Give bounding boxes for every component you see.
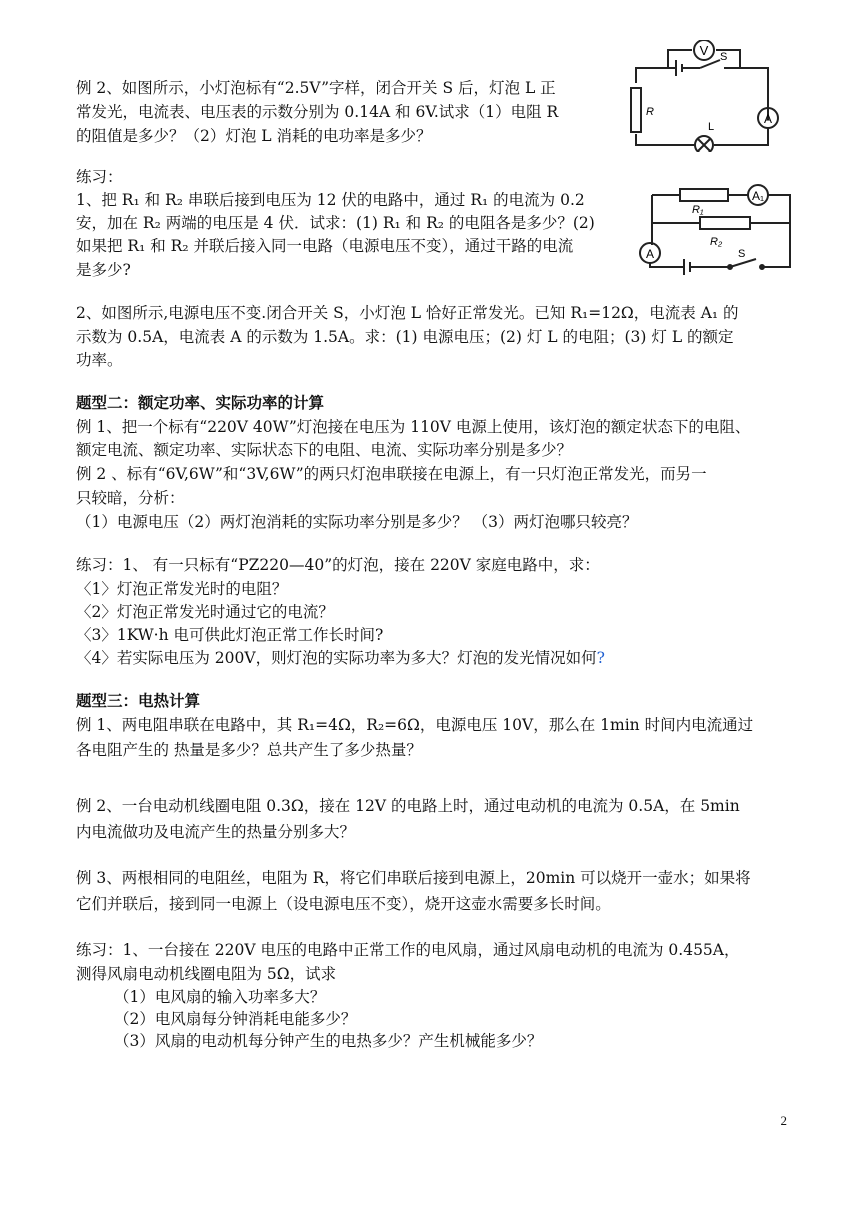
page-number: 2 — [780, 1113, 787, 1128]
text-line: 如果把 R₁ 和 R₂ 并联后接入同一电路（电源电压不变），通过干路的电流 — [76, 237, 574, 255]
text-line: 示数为 0.5A，电流表 A 的示数为 1.5A。求：(1) 电源电压；(2) 灯 L 的电阻；(3) 灯 L 的额定 — [76, 328, 734, 346]
resistor-label: R — [646, 106, 654, 118]
ammeter-label: A — [763, 112, 773, 126]
text-line: 练习：1、一台接在 220V 电压的电路中正常工作的电风扇，通过风扇电动机的电流为 0.455A， — [76, 941, 740, 959]
ammeter-a1-label: A₁ — [751, 189, 765, 203]
text-line — [76, 647, 605, 669]
text-line: 功率。 — [76, 351, 123, 369]
text-line: 内电流做功及电流产生的热量分别多大？ — [76, 823, 356, 841]
circuit-diagram-1 — [628, 40, 798, 152]
voltmeter-label: V — [699, 43, 709, 58]
text-line: 练习：1、 有一只标有“PZ220—40”的灯泡，接在 220V 家庭电路中，求： — [76, 556, 600, 574]
circuit-diagram-2 — [630, 183, 798, 275]
text-line: 〈3〉1KW·h 电可供此灯泡正常工作长时间? — [76, 626, 384, 644]
text-line: 是多少? — [76, 261, 131, 279]
r2-label: R₂ — [710, 236, 723, 248]
section-heading: 题型二：额定功率、实际功率的计算 — [76, 393, 325, 412]
text-line: 安，加在 R₂ 两端的电压是 4 伏．试求：(1) R₁ 和 R₂ 的电阻各是多少？(2) — [76, 214, 595, 232]
lamp-label: L — [708, 121, 715, 133]
text-line: 〈1〉灯泡正常发光时的电阻？ — [76, 580, 288, 598]
text-line: （1）电源电压（2）两灯泡消耗的实际功率分别是多少？ （3）两灯泡哪只较亮？ — [76, 513, 638, 531]
text-line: 例 2 、标有“6V,6W”和“3V,6W”的两只灯泡串联接在电源上，有一只灯泡正常发光，而另一 — [76, 465, 707, 483]
text-line: 它们并联后，接到同一电源上（设电源电压不变），烧开这壶水需要多长时间。 — [76, 895, 611, 913]
text-line: 各电阻产生的 热量是多少？总共产生了多少热量？ — [76, 741, 422, 759]
text-line: 测得风扇电动机线圈电阻为 5Ω，试求 — [76, 965, 337, 983]
text-line: （3）风扇的电动机每分钟产生的电热多少？产生机械能多少？ — [114, 1032, 543, 1050]
text-line: 常发光，电流表、电压表的示数分别为 0.14A 和 6V.试求（1）电阻 R — [76, 103, 559, 121]
text-line: 例 2、如图所示，小灯泡标有“2.5V”字样，闭合开关 S 后，灯泡 L 正 — [76, 79, 556, 97]
text-line: （2）电风扇每分钟消耗电能多少？ — [114, 1010, 357, 1028]
text-line: 例 1、两电阻串联在电路中，其 R₁=4Ω，R₂=6Ω，电源电压 10V，那么在 1min 时间内电流通过 — [76, 716, 754, 734]
switch-label: S — [720, 51, 728, 63]
text-segment: 〈4〉若实际电压为 200V，则灯泡的实际功率为多大？灯泡的发光情况如何 — [76, 649, 597, 667]
text-line: 例 2、一台电动机线圈电阻 0.3Ω，接在 12V 的电路上时，通过电动机的电流为 0.5A，在 5min — [76, 797, 740, 815]
text-line: 只较暗，分析： — [76, 489, 185, 507]
r1-label: R₁ — [692, 204, 704, 216]
text-line: 2、如图所示,电源电压不变.闭合开关 S，小灯泡 L 恰好正常发光。已知 R₁=12Ω，电流表 A₁ 的 — [76, 304, 739, 322]
text-line: 例 3、两根相同的电阻丝，电阻为 R，将它们串联后接到电源上，20min 可以烧开一壶水；如果将 — [76, 869, 751, 887]
switch-s-label: S — [738, 248, 746, 260]
ammeter-a-label: A — [645, 247, 655, 261]
text-line: 例 1、把一个标有“220V 40W”灯泡接在电压为 110V 电源上使用，该灯泡的额定状态下的电阻、 — [76, 418, 751, 436]
text-line: 练习： — [76, 168, 123, 186]
question-mark: ? — [596, 649, 605, 667]
text-line: （1）电风扇的输入功率多大？ — [114, 988, 326, 1006]
section-heading: 题型三：电热计算 — [76, 691, 201, 710]
text-line: 1、把 R₁ 和 R₂ 串联后接到电压为 12 伏的电路中，通过 R₁ 的电流为 0.2 — [76, 191, 585, 209]
text-line: 〈2〉灯泡正常发光时通过它的电流？ — [76, 603, 334, 621]
text-line: 额定电流、额定功率、实际状态下的电阻、电流、实际功率分别是多少？ — [76, 441, 573, 459]
text-line: 的阻值是多少？（2）灯泡 L 消耗的电功率是多少？ — [76, 127, 432, 145]
